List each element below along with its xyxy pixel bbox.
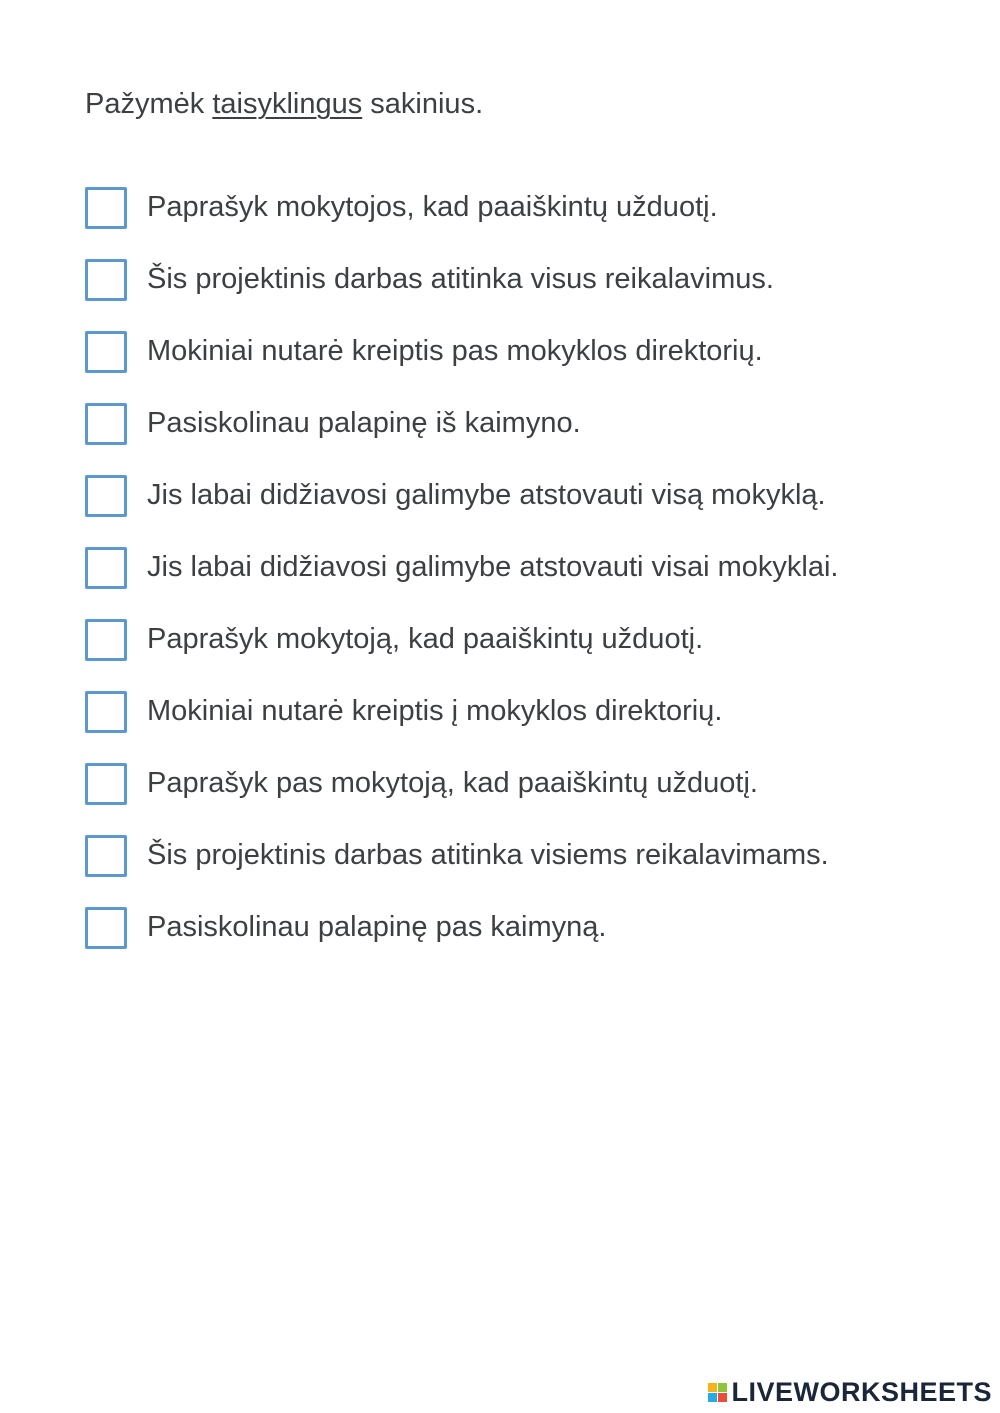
list-item bbox=[85, 474, 985, 546]
logo-square bbox=[708, 1383, 717, 1392]
checkbox[interactable] bbox=[85, 475, 127, 517]
checkbox-label[interactable]: Jis labai didžiavosi galimybe atstovauti visą mokyklą. bbox=[147, 479, 826, 511]
checkbox-label[interactable]: Paprašyk pas mokytoją, kad paaiškintų užduotį. bbox=[147, 767, 758, 799]
checkbox-label[interactable]: Šis projektinis darbas atitinka visus reikalavimus. bbox=[147, 263, 774, 295]
instruction-text bbox=[85, 86, 483, 122]
checkbox[interactable] bbox=[85, 547, 127, 589]
list-item bbox=[85, 690, 985, 762]
instruction-after: sakinius. bbox=[362, 88, 484, 120]
instruction-emphasis: taisyklingus bbox=[212, 88, 363, 120]
checkbox[interactable] bbox=[85, 691, 127, 733]
checkbox-label[interactable]: Paprašyk mokytoją, kad paaiškintų užduotį. bbox=[147, 623, 704, 655]
checkbox-label[interactable]: Jis labai didžiavosi galimybe atstovauti visai mokyklai. bbox=[147, 551, 839, 583]
checkbox-label[interactable]: Mokiniai nutarė kreiptis į mokyklos direktorių. bbox=[147, 695, 723, 727]
checkbox-label[interactable]: Šis projektinis darbas atitinka visiems reikalavimams. bbox=[147, 839, 829, 871]
checkbox-label[interactable]: Pasiskolinau palapinę pas kaimyną. bbox=[147, 911, 607, 943]
brand-name: LIVEWORKSHEETS bbox=[731, 1377, 992, 1407]
logo-square bbox=[718, 1383, 727, 1392]
checkbox[interactable] bbox=[85, 835, 127, 877]
checkbox-label[interactable]: Mokiniai nutarė kreiptis pas mokyklos direktorių. bbox=[147, 335, 763, 367]
list-item bbox=[85, 186, 985, 258]
checkbox-list bbox=[85, 186, 985, 978]
checkbox[interactable] bbox=[85, 259, 127, 301]
checkbox[interactable] bbox=[85, 187, 127, 229]
list-item bbox=[85, 618, 985, 690]
list-item bbox=[85, 834, 985, 906]
list-item bbox=[85, 546, 985, 618]
logo-square bbox=[708, 1393, 717, 1402]
checkbox[interactable] bbox=[85, 907, 127, 949]
brand-logo bbox=[708, 1377, 992, 1407]
checkbox-label[interactable]: Pasiskolinau palapinę iš kaimyno. bbox=[147, 407, 581, 439]
checkbox-label[interactable]: Paprašyk mokytojos, kad paaiškintų užduotį. bbox=[147, 191, 718, 223]
list-item bbox=[85, 762, 985, 834]
list-item bbox=[85, 258, 985, 330]
instruction-before: Pažymėk bbox=[85, 88, 213, 120]
liveworksheets-logo-icon bbox=[708, 1383, 727, 1402]
checkbox[interactable] bbox=[85, 763, 127, 805]
list-item bbox=[85, 402, 985, 474]
logo-square bbox=[718, 1393, 727, 1402]
checkbox[interactable] bbox=[85, 331, 127, 373]
list-item bbox=[85, 906, 985, 978]
list-item bbox=[85, 330, 985, 402]
checkbox[interactable] bbox=[85, 619, 127, 661]
checkbox[interactable] bbox=[85, 403, 127, 445]
